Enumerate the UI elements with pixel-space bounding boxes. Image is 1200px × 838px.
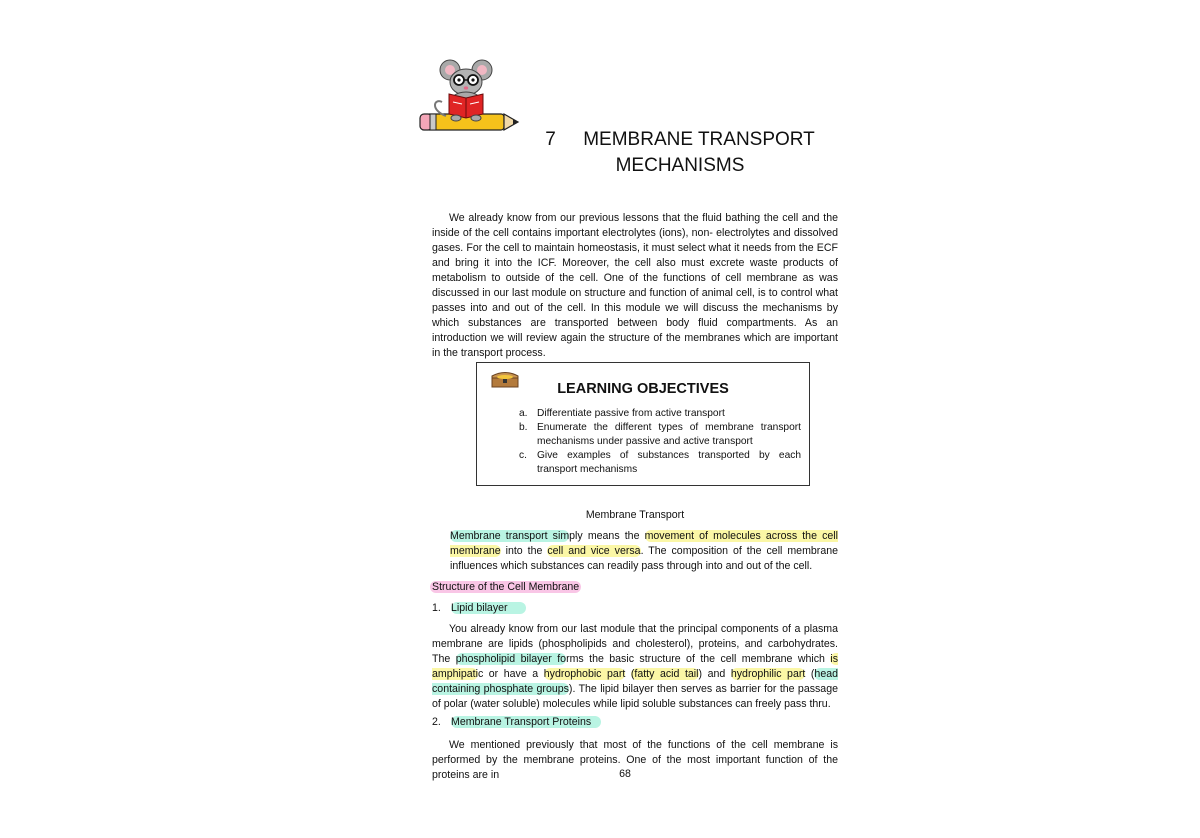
intro-text: We already know from our previous lessons that the fluid bathing the cell and the inside of the cell contains important electrolytes (ions), non- electrolytes and dissolved gases. For the cell to maintain homeostasis, it must select what it needs from the ECF and bring it into the ICF. Moreover, the cell also must excrete waste products of metabolism to outside of the cell. One of the functions of cell membrane as was discussed in our last module on structure and function of animal cell, is to control what passes into and out of the cell. In this module we will discuss the mechanisms by which substances are transported between body fluid compartments. As an introduction we will review again the structure of the membranes which are important in the transport process.: [432, 212, 838, 359]
objective-item: [519, 421, 801, 449]
highlight-head-phosphate: head containing phosphate groups: [432, 668, 838, 695]
para-text: rms the basic structure of the cell membrane which: [566, 653, 831, 665]
item2-heading: [432, 715, 838, 730]
item1-number: 1.: [432, 602, 441, 614]
highlight-vice-versa: cell and vice versa: [547, 545, 641, 557]
objective-marker: b.: [519, 422, 528, 433]
mouse-reading-pencil-icon: [416, 58, 522, 136]
highlight-phospholipid-bilayer: phospholipid bilayer fo: [455, 653, 567, 665]
highlight-membrane-transport: Membrane transport sim: [450, 530, 570, 542]
para-text: ). The lipid bilayer then serves as barrier for the passage of polar (water soluble) molecules while lipid soluble substances can freely pass thru.: [432, 683, 838, 710]
highlight-amphipatic: is amphipati: [432, 653, 838, 680]
objective-marker: a.: [519, 408, 528, 419]
structure-heading: [430, 580, 836, 595]
highlight-hydrophobic: hydrophobic part: [543, 668, 626, 680]
item2-title: Membrane Transport Proteins: [451, 716, 601, 728]
objective-text: Differentiate passive from active transport: [537, 408, 725, 419]
chapter-number: 7: [545, 129, 556, 150]
item2-number: 2.: [432, 716, 441, 728]
structure-heading-text: Structure of the Cell Membrane: [432, 581, 580, 593]
objectives-heading: LEARNING OBJECTIVES: [557, 381, 729, 397]
definition-text: ply means the: [569, 530, 645, 542]
objective-text: Enumerate the different types of membrane transport mechanisms under passive and active transport: [537, 422, 801, 447]
lipid-bilayer-paragraph: [432, 622, 838, 712]
definition-text: into the: [500, 545, 548, 557]
definition-paragraph: [450, 529, 838, 574]
learning-objectives-box: [476, 362, 810, 486]
highlight-hydrophilic: hydrophilic part: [730, 668, 806, 680]
page-number: 68: [619, 768, 631, 780]
para-text: c or have a: [477, 668, 544, 680]
chapter-title: [480, 127, 880, 179]
intro-paragraph: [432, 211, 838, 361]
objectives-list: [519, 407, 801, 477]
para-text: ) and: [698, 668, 731, 680]
definition-text: . The composition of the cell membrane influences which substances can readily pass through into and out of the cell.: [450, 545, 838, 572]
objective-marker: c.: [519, 450, 527, 461]
objective-item: [519, 407, 801, 421]
objective-text: Give examples of substances transported by each transport mechanisms: [537, 450, 801, 475]
para-text: You already know from our last module that the principal components of a plasma membrane are lipids (phospholipids and cholesterol), proteins, and carbohydrates. The: [432, 623, 838, 665]
chapter-title-line1: MEMBRANE TRANSPORT: [583, 129, 815, 150]
item1-title: Lipid bilayer: [451, 602, 526, 614]
objective-item: [519, 449, 801, 477]
highlight-movement: movement of molecules across the cell membrane: [450, 530, 838, 557]
para-text: (: [805, 668, 815, 680]
chapter-title-line2: MECHANISMS: [615, 155, 745, 176]
highlight-fatty-acid-tail: (fatty acid tail: [630, 668, 699, 680]
item2-text: We mentioned previously that most of the functions of the cell membrane is performed by the membrane proteins. One of the most important function of the proteins are in: [432, 739, 838, 781]
section-title: Membrane Transport: [585, 509, 685, 521]
item1-heading: [432, 601, 838, 616]
